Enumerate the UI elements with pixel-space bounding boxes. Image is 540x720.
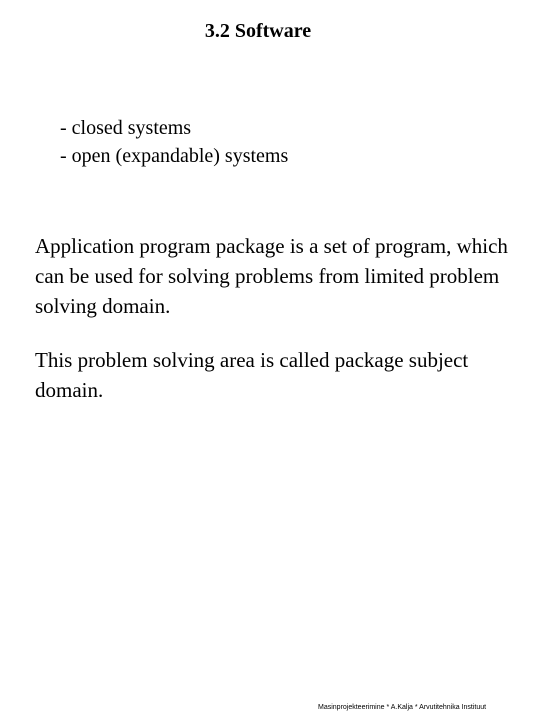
slide-title: 3.2 Software: [204, 20, 312, 42]
system-types-list: [60, 114, 288, 170]
list-item-closed-systems: - closed systems: [60, 117, 192, 139]
slide-footer: Masinprojekteerimine * A.Kalja * Arvutitehnika Instituut: [318, 704, 487, 711]
list-item-open-systems: - open (expandable) systems: [60, 145, 289, 167]
subject-domain-definition: This problem solving area is called package subject domain.: [35, 348, 469, 402]
application-package-definition: Application program package is a set of program, which can be used for solving problems from limited problem solving domain.: [35, 234, 508, 318]
